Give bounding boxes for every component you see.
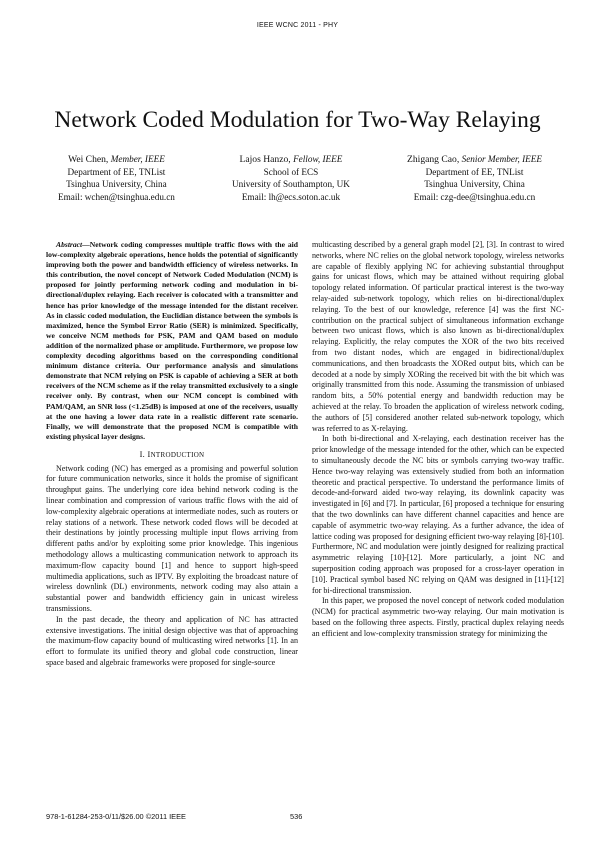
abstract-text: —Network coding compresses multiple traffic flows with the aid low-complexity algebraic operations, hence holds the potential of significantly improving both the power and bandwidth efficiency of wireless networks. In this contribution, the novel concept of Network Coded Modulation (NCM) is proposed for jointly performing network coding and modulation in bi-directional/duplex relaying. Each receiver is colocated with a transmitter and hence has prior knowledge of the message intended for the distant receiver. As in classic coded modulation, the Euclidian distance between the symbols is maximized, hence the Symbol Error Ratio (SER) is minimized. Specifically, we conceive NCM methods for PSK, PAM and QAM based on modulo addition of the normalized phase or amplitude. Furthermore, we propose low complexity decoding algorithms based on the corresponding conditional minimum distance criteria. Our performance analysis and simulations demonstrate that NCM relying on PSK is capable of achieving a SER at both receivers of the NCM scheme as if the relay transmitted exclusively to a single receiver only. By contrast, when our NCM concept is combined with PAM/QAM, an SNR loss (<1.25dB) is imposed at one of the receivers, usually at the one having a lower data rate in a realistic different rate scenario. Finally, we will demonstrate that the proposed NCM is compatible with existing physical layer designs. (46, 240, 298, 441)
author-dept: Department of EE, TNList (425, 167, 524, 178)
paragraph: Network coding (NC) has emerged as a promising and powerful solution for future communication networks, since it holds the promise of significant throughput gains. The underlying core idea behind network coding is the linear combination and compression of various traffic flows with the aid of low-complexity algebraic operations at intermediate nodes, such as routers or relay stations of a network. These network coded flows will be decoded at their destinations by jointly processing multiple input flows arriving from different paths and/or by exploiting some prior knowledge. This ingenious methodology allows a multicasting communication network to approach its maximum-flow capacity bound [1] and hence to support high-speed multimedia applications, such as IPTV. By exploiting the broadcast nature of wireless downlink (DL) environments, network coding may also attain a substantial power and bandwidth efficiency gain in unicast wireless transmissions. (46, 463, 298, 614)
author-email: Email: lh@ecs.soton.ac.uk (241, 191, 341, 202)
page-number: 536 (290, 812, 303, 821)
abstract-label: Abstract (56, 240, 83, 249)
author-block (58, 153, 542, 203)
right-column (312, 240, 564, 639)
author-email: Email: wchen@tsinghua.edu.cn (58, 191, 175, 202)
author-dept: School of ECS (263, 167, 319, 178)
abstract (46, 240, 298, 442)
section-heading-introduction: I. INTRODUCTION (139, 449, 205, 459)
author-affiliation: Tsinghua University, China (424, 179, 525, 190)
paper-title: Network Coded Modulation for Two-Way Relaying (54, 107, 541, 133)
author-3 (407, 153, 542, 203)
author-dept: Department of EE, TNList (67, 167, 166, 178)
author-affiliation: University of Southampton, UK (232, 179, 350, 190)
author-name: Zhigang Cao, (407, 154, 462, 165)
author-name: Wei Chen, (68, 154, 111, 165)
author-role: Fellow, IEEE (293, 154, 343, 164)
paragraph: In the past decade, the theory and application of NC has attracted extensive investigations. The initial design objective was that of approaching the maximum-flow capacity bound of multicasting wired networks [1]. In an effort to formulate its unified theory and global code construction, linear space based and algebraic frameworks were proposed for single-source (46, 614, 298, 668)
author-2 (232, 153, 350, 203)
author-affiliation: Tsinghua University, China (66, 179, 167, 190)
author-role: Senior Member, IEEE (461, 154, 542, 164)
paragraph: In both bi-directional and X-relaying, each destination receiver has the prior knowledge of the message intended for the other, which can be expected to simultaneously decode the NC bits or symbols carrying two-way traffic. Hence two-way relaying was extensively studied from both an information theoretic and practical perspective. To understand the performance limits of decode-and-forward aided two-way relaying, its downlink capacity was investigated in [6] and [7]. In particular, [6] proposed a technique for ensuring that the two downlinks can have different channel capacities and hence are capable of asymmetric two-way relaying. As a further advance, the idea of lattice coding was proposed for designing efficient two-way relaying [8]-[10]. Furthermore, NC and modulation were jointly designed for realizing practical asymmetric relaying [10]-[12]. More particularly, a joint NC and superposition coding approach was proposed for a cross-layer operation in [10]. Practical symbol based NC relying on QAM was designed in [11]-[12] for bi-directional transmission. (312, 434, 564, 595)
footer-copyright: 978-1-61284-253-0/11/$26.00 ©2011 IEEE (46, 812, 186, 821)
author-email: Email: czg-dee@tsinghua.edu.cn (413, 191, 536, 202)
paragraph: multicasting described by a general graph model [2], [3]. In contrast to wired networks, where NC relies on the global network topology, wireless networks are capable of flexibly applying NC for achieving substantial throughput gains for unicast flows, which may be attained without requiring global topology related information. Of particular practical interest is the two-way relay-aided sub-network topology, which relies on bi-directional/duplex relaying. To the best of our knowledge, reference [4] was the first NC-contribution on the practical subject of simultaneous information exchange between two unicast flows, which is also known as bi-directional/duplex relaying. Explicitly, the relay computes the XOR of the two bits received from two distant nodes, which are engaged in bidirectional/duplex communications, and then broadcasts the XORed output bits, which can be decoded at a node by simply XORing the received bit with the bit which was originally transmitted from this node. Assuming the transmission of unbiased random bits, a 50% potential energy and bandwidth reduction may be achieved at the relay. To broaden the application of wireless network coding, the authors of [5] considered another related sub-network topology, which was referred to as X-relaying. (312, 240, 564, 433)
author-name: Lajos Hanzo, (239, 154, 294, 165)
author-1 (58, 153, 175, 203)
author-role: Member, IEEE (110, 154, 165, 164)
left-column (46, 240, 298, 669)
conference-header: IEEE WCNC 2011 - PHY (256, 22, 339, 29)
paragraph: In this paper, we proposed the novel concept of network coded modulation (NCM) for practical asymmetric two-way relaying. Our main motivation is based on the following three aspects. Firstly, practical duplex relaying needs an efficient and low-complexity transmission strategy for minimizing the (312, 596, 564, 638)
